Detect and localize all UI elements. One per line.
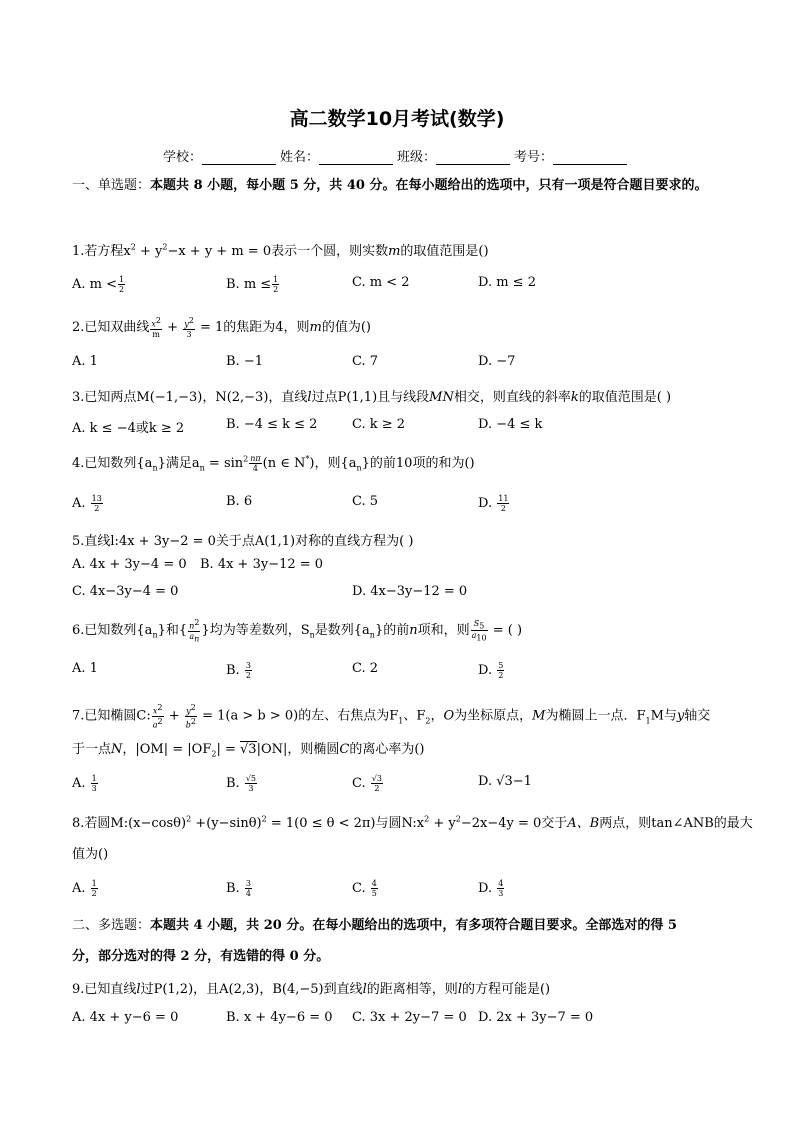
student-info	[0, 146, 794, 165]
q4-option-b[interactable]: B. 6	[226, 494, 253, 509]
question-3-options	[72, 417, 732, 437]
q1-option-d[interactable]: D. m ≤ 2	[478, 275, 536, 290]
q3-option-d[interactable]: D. −4 ≤ k	[478, 417, 543, 432]
question-7-stem-line2: 于一点N，$|OM| = |OF_2| = √3|ON|$，则椭圆C的离心率为()	[72, 742, 425, 759]
q1-option-b[interactable]: B. m ≤ $\frac{1}{2}$	[226, 275, 279, 294]
q3-option-c[interactable]: C. k ≥ 2	[352, 417, 406, 432]
q6-option-b[interactable]: B. $\frac{3}{2}$	[226, 661, 251, 680]
q9-option-b[interactable]: B. x + 4y−6 = 0	[226, 1010, 333, 1025]
question-2-options	[72, 354, 732, 374]
section1-heading: 一、单选题：本题共 8 小题，每小题 5 分，共 40 分。在每小题给出的选项中，只有一项是符合题目要求的。	[72, 178, 708, 193]
q7-option-b[interactable]: B. $\frac{√5}{3}$	[226, 774, 257, 793]
question-6-options	[72, 661, 732, 681]
q7-option-d[interactable]: D. √3−1	[478, 774, 532, 789]
exam-no-blank[interactable]	[553, 152, 627, 165]
school-blank[interactable]	[202, 152, 276, 165]
q6-option-d[interactable]: D. $\frac{5}{2}$	[478, 661, 504, 680]
question-7-stem: 7.已知椭圆C: $\frac{x^2}{a^2}$ + $\frac{y^2}{b^2}$ = 1(a > b > 0)的左、右焦点为$F_1$、$F_2$，O为坐标原点，M为椭圆上一点．$F_1M$与y轴交	[72, 703, 711, 730]
q4-option-d[interactable]: D. $\frac{11}{2}$	[478, 494, 509, 513]
q5-option-a[interactable]: A. 4x + 3y−4 = 0	[72, 557, 187, 572]
question-8-stem-line2: 值为()	[72, 847, 109, 862]
q5-option-c[interactable]: C. 4x−3y−4 = 0	[72, 584, 179, 599]
question-5-options-row1	[72, 557, 732, 577]
school-label: 学校：	[162, 150, 202, 165]
q6-option-c[interactable]: C. 2	[352, 661, 379, 676]
question-7-options	[72, 774, 732, 794]
q2-option-c[interactable]: C. 7	[352, 354, 379, 369]
question-9-options	[72, 1010, 732, 1030]
q9-option-d[interactable]: D. 2x + 3y−7 = 0	[478, 1010, 594, 1025]
q2-option-a[interactable]: A. 1	[72, 354, 98, 369]
q3-option-b[interactable]: B. −4 ≤ k ≤ 2	[226, 417, 318, 432]
question-4-stem: 4.已知数列$\{a_n\}$满足$a_n = \sin^2$ $\frac{n\pi}{4}$ (n ∈ N*)，则$\{a_n\}$的前10项的和为()	[72, 454, 475, 473]
q6-option-a[interactable]: A. 1	[72, 661, 98, 676]
question-1-options	[72, 275, 732, 295]
name-label: 姓名：	[279, 150, 319, 165]
question-5-options-row2	[72, 584, 732, 604]
q1-option-a[interactable]: A. m < $\frac{1}{2}$	[72, 275, 125, 294]
question-6-stem: 6.已知数列$\{a_n\}$和{ $\frac{n^2}{a_n}$ }均为等差数列，$S_n$是数列$\{a_n\}$的前n项和，则 $\frac{S_5}{a_{10}}$ = ( )	[72, 618, 523, 644]
question-9-stem: 9.已知直线l过P(1,2)，且A(2,3)，B(4,−5)到直线l的距离相等，则l的方程可能是()	[72, 982, 551, 997]
q7-option-c[interactable]: C. $\frac{√3}{2}$	[352, 774, 382, 793]
question-1-stem: 1.若方程$x^2 + y^2-x + y + m = 0$表示一个圆，则实数m的取值范围是()	[72, 242, 489, 259]
section2-heading: 二、多选题：本题共 4 小题，共 20 分。在每小题给出的选项中，有多项符合题目要求。全部选对的得 5 分，部分选对的得 2 分，有选错的得 0 分。	[72, 918, 677, 964]
q8-option-b[interactable]: B. $\frac{3}{4}$	[226, 879, 251, 898]
q4-option-a[interactable]: A. $\frac{13}{2}$	[72, 494, 102, 513]
question-2-stem: 2.已知双曲线 $\frac{x^2}{m}$ + $\frac{y^2}{3}$ = 1的焦距为4，则m的值为()	[72, 316, 371, 339]
question-8-options	[72, 879, 732, 899]
q8-option-c[interactable]: C. $\frac{4}{5}$	[352, 879, 377, 898]
question-5-stem: 5.直线l:4x + 3y−2 = 0关于点A(1,1)对称的直线方程为( )	[72, 534, 414, 549]
name-blank[interactable]	[319, 152, 393, 165]
q5-option-b[interactable]: B. 4x + 3y−12 = 0	[200, 557, 324, 572]
q5-option-d[interactable]: D. 4x−3y−12 = 0	[352, 584, 468, 599]
q9-option-c[interactable]: C. 3x + 2y−7 = 0	[352, 1010, 467, 1025]
q3-option-a[interactable]: A. k ≤ −4或k ≥ 2	[72, 421, 185, 436]
question-4-options	[72, 494, 732, 514]
q2-option-b[interactable]: B. −1	[226, 354, 263, 369]
q2-option-d[interactable]: D. −7	[478, 354, 516, 369]
question-8-stem: 8.若圆$M:(x-\cos\theta)^2 +(y-\sin\theta)^2 = 1(0 \le \theta < 2\pi)$与圆$N:x^2 + y^2-2x-4y = 0$交于A、B两点，则tan∠ANB的最大	[72, 814, 753, 831]
q9-option-a[interactable]: A. 4x + y−6 = 0	[72, 1010, 179, 1025]
page-title: 高二数学10月考试(数学)	[289, 108, 505, 130]
exam-no-label: 考号：	[514, 150, 554, 165]
q8-option-d[interactable]: D. $\frac{4}{3}$	[478, 879, 504, 898]
class-blank[interactable]	[436, 152, 510, 165]
class-label: 班级：	[397, 150, 437, 165]
q7-option-a[interactable]: A. $\frac{1}{3}$	[72, 774, 97, 793]
question-3-stem: 3.已知两点M(−1,−3)，N(2,−3)，直线l过点P(1,1)且与线段MN相交，则直线的斜率k的取值范围是( )	[72, 390, 672, 405]
q1-option-c[interactable]: C. m < 2	[352, 275, 410, 290]
q4-option-c[interactable]: C. 5	[352, 494, 379, 509]
q8-option-a[interactable]: A. $\frac{1}{2}$	[72, 879, 97, 898]
